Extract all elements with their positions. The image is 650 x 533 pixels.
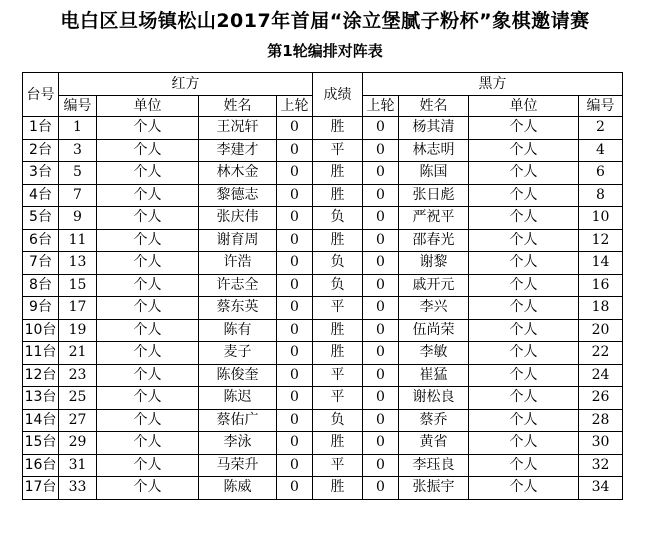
table-cell-red-unit: 个人 [97,297,199,320]
table-cell-board: 1台 [23,117,59,140]
table-row [23,162,623,185]
table-cell-red-name: 陈威 [199,477,277,500]
table-cell-black-number: 16 [579,274,623,297]
table-cell-black-name: 谢松良 [399,387,469,410]
table-cell-black-number: 20 [579,319,623,342]
table-cell-red-prev: 0 [277,229,313,252]
table-cell-black-prev: 0 [363,454,399,477]
table-cell-red-unit: 个人 [97,117,199,140]
table-cell-board: 5台 [23,207,59,230]
page-subtitle: 第1轮编排对阵表 [267,42,383,60]
table-cell-red-name: 陈有 [199,319,277,342]
table-cell-black-name: 戚开元 [399,274,469,297]
table-cell-result: 负 [313,207,363,230]
table-cell-black-prev: 0 [363,432,399,455]
table-cell-red-number: 31 [59,454,97,477]
table-row [23,454,623,477]
table-cell-black-number: 34 [579,477,623,500]
table-cell-result: 胜 [313,229,363,252]
table-cell-red-unit: 个人 [97,162,199,185]
header-red-prev: 上轮 [277,96,313,117]
table-cell-red-prev: 0 [277,139,313,162]
table-cell-red-name: 林木金 [199,162,277,185]
table-cell-board: 13台 [23,387,59,410]
table-cell-red-unit: 个人 [97,477,199,500]
table-cell-black-unit: 个人 [469,387,579,410]
table-cell-red-number: 21 [59,342,97,365]
table-cell-result: 平 [313,364,363,387]
table-cell-red-name: 李泳 [199,432,277,455]
table-cell-board: 9台 [23,297,59,320]
table-cell-red-unit: 个人 [97,387,199,410]
header-row-top [23,73,623,96]
table-cell-red-unit: 个人 [97,409,199,432]
table-cell-black-unit: 个人 [469,297,579,320]
table-cell-board: 10台 [23,319,59,342]
table-cell-red-number: 3 [59,139,97,162]
table-cell-board: 14台 [23,409,59,432]
table-cell-red-number: 9 [59,207,97,230]
table-cell-red-name: 麦子 [199,342,277,365]
table-row [23,274,623,297]
table-cell-result: 胜 [313,477,363,500]
table-cell-red-prev: 0 [277,477,313,500]
table-cell-black-prev: 0 [363,207,399,230]
table-cell-black-name: 邵春光 [399,229,469,252]
table-cell-black-number: 4 [579,139,623,162]
header-red-name: 姓名 [199,96,277,117]
table-cell-red-name: 陈迟 [199,387,277,410]
table-cell-black-prev: 0 [363,162,399,185]
table-cell-black-name: 严祝平 [399,207,469,230]
pairing-table [22,72,623,500]
table-cell-red-prev: 0 [277,454,313,477]
page-title: 电白区旦场镇松山2017年首届“涂立堡腻子粉杯”象棋邀请赛 [60,10,590,32]
table-cell-red-unit: 个人 [97,184,199,207]
table-cell-black-number: 22 [579,342,623,365]
table-row [23,387,623,410]
table-cell-red-prev: 0 [277,162,313,185]
table-cell-red-number: 19 [59,319,97,342]
table-cell-red-prev: 0 [277,387,313,410]
table-cell-red-number: 23 [59,364,97,387]
table-cell-red-name: 马荣升 [199,454,277,477]
table-cell-black-prev: 0 [363,342,399,365]
table-row [23,229,623,252]
table-cell-black-name: 张日彪 [399,184,469,207]
table-cell-result: 平 [313,454,363,477]
table-cell-board: 4台 [23,184,59,207]
table-cell-black-name: 李珏良 [399,454,469,477]
header-red-unit: 单位 [97,96,199,117]
table-cell-red-number: 25 [59,387,97,410]
table-cell-red-prev: 0 [277,409,313,432]
header-red: 红方 [59,73,313,96]
table-cell-result: 平 [313,387,363,410]
table-cell-red-prev: 0 [277,364,313,387]
pairing-table-body [23,73,623,500]
table-cell-black-prev: 0 [363,319,399,342]
table-cell-result: 胜 [313,162,363,185]
table-cell-red-unit: 个人 [97,139,199,162]
table-row [23,432,623,455]
table-cell-red-prev: 0 [277,432,313,455]
table-cell-black-unit: 个人 [469,342,579,365]
table-row [23,139,623,162]
table-cell-result: 平 [313,139,363,162]
table-cell-red-name: 蔡东英 [199,297,277,320]
table-cell-black-prev: 0 [363,297,399,320]
table-cell-black-name: 李兴 [399,297,469,320]
table-cell-black-prev: 0 [363,139,399,162]
table-cell-black-prev: 0 [363,117,399,140]
table-cell-black-prev: 0 [363,364,399,387]
table-row [23,409,623,432]
table-cell-red-number: 33 [59,477,97,500]
table-cell-red-prev: 0 [277,252,313,275]
table-cell-black-name: 林志明 [399,139,469,162]
table-cell-result: 负 [313,252,363,275]
table-cell-black-unit: 个人 [469,252,579,275]
table-cell-result: 胜 [313,432,363,455]
table-cell-black-number: 24 [579,364,623,387]
header-black-number: 编号 [579,96,623,117]
table-row [23,207,623,230]
table-cell-red-prev: 0 [277,207,313,230]
table-cell-red-prev: 0 [277,117,313,140]
table-cell-black-number: 32 [579,454,623,477]
table-cell-red-name: 陈俊奎 [199,364,277,387]
table-cell-result: 胜 [313,342,363,365]
table-row [23,184,623,207]
table-cell-black-unit: 个人 [469,274,579,297]
table-cell-black-prev: 0 [363,229,399,252]
table-cell-black-prev: 0 [363,387,399,410]
table-cell-board: 16台 [23,454,59,477]
table-cell-board: 7台 [23,252,59,275]
table-cell-black-name: 黄省 [399,432,469,455]
table-cell-black-unit: 个人 [469,184,579,207]
table-cell-red-name: 张庆伟 [199,207,277,230]
table-cell-black-number: 30 [579,432,623,455]
table-cell-red-number: 15 [59,274,97,297]
table-cell-board: 15台 [23,432,59,455]
table-cell-red-prev: 0 [277,297,313,320]
table-cell-red-number: 5 [59,162,97,185]
table-row [23,297,623,320]
table-cell-red-name: 李建才 [199,139,277,162]
table-cell-black-unit: 个人 [469,117,579,140]
table-row [23,364,623,387]
table-cell-red-unit: 个人 [97,454,199,477]
table-row [23,342,623,365]
table-cell-black-name: 张振宇 [399,477,469,500]
table-cell-red-name: 蔡佑广 [199,409,277,432]
header-black-prev: 上轮 [363,96,399,117]
table-cell-red-name: 许志全 [199,274,277,297]
table-cell-black-unit: 个人 [469,432,579,455]
table-cell-board: 2台 [23,139,59,162]
table-cell-result: 胜 [313,319,363,342]
table-cell-black-unit: 个人 [469,229,579,252]
table-cell-result: 负 [313,274,363,297]
table-cell-result: 胜 [313,184,363,207]
table-cell-black-name: 杨其清 [399,117,469,140]
table-cell-black-unit: 个人 [469,319,579,342]
table-cell-red-prev: 0 [277,184,313,207]
table-cell-black-number: 12 [579,229,623,252]
table-cell-red-name: 王况轩 [199,117,277,140]
table-cell-black-name: 伍尚荣 [399,319,469,342]
header-result: 成绩 [313,73,363,117]
table-cell-black-unit: 个人 [469,162,579,185]
table-cell-board: 12台 [23,364,59,387]
table-cell-black-name: 崔猛 [399,364,469,387]
table-cell-black-number: 6 [579,162,623,185]
table-cell-red-unit: 个人 [97,229,199,252]
table-cell-board: 6台 [23,229,59,252]
table-cell-black-prev: 0 [363,274,399,297]
table-cell-black-unit: 个人 [469,477,579,500]
table-cell-red-unit: 个人 [97,207,199,230]
header-black: 黑方 [363,73,623,96]
header-board: 台号 [23,73,59,117]
table-cell-black-name: 蔡乔 [399,409,469,432]
table-cell-black-prev: 0 [363,184,399,207]
table-cell-red-unit: 个人 [97,342,199,365]
table-row [23,319,623,342]
table-cell-black-unit: 个人 [469,454,579,477]
table-cell-black-prev: 0 [363,252,399,275]
table-cell-result: 胜 [313,117,363,140]
table-cell-red-number: 29 [59,432,97,455]
table-cell-result: 负 [313,409,363,432]
table-cell-black-number: 28 [579,409,623,432]
header-red-number: 编号 [59,96,97,117]
table-cell-black-prev: 0 [363,477,399,500]
table-cell-black-unit: 个人 [469,364,579,387]
table-cell-black-name: 谢黎 [399,252,469,275]
header-black-unit: 单位 [469,96,579,117]
table-cell-black-number: 8 [579,184,623,207]
table-cell-board: 8台 [23,274,59,297]
table-row [23,477,623,500]
table-cell-board: 3台 [23,162,59,185]
table-row [23,252,623,275]
table-cell-red-name: 谢育周 [199,229,277,252]
table-cell-red-number: 13 [59,252,97,275]
table-cell-red-prev: 0 [277,319,313,342]
table-cell-red-number: 17 [59,297,97,320]
table-cell-red-unit: 个人 [97,274,199,297]
table-cell-result: 平 [313,297,363,320]
table-cell-red-name: 许浩 [199,252,277,275]
table-cell-black-prev: 0 [363,409,399,432]
table-cell-black-number: 18 [579,297,623,320]
header-black-name: 姓名 [399,96,469,117]
table-cell-black-number: 2 [579,117,623,140]
table-cell-red-prev: 0 [277,274,313,297]
table-cell-black-unit: 个人 [469,409,579,432]
table-cell-board: 17台 [23,477,59,500]
table-cell-black-number: 10 [579,207,623,230]
table-cell-black-unit: 个人 [469,139,579,162]
table-cell-red-number: 27 [59,409,97,432]
table-cell-red-number: 7 [59,184,97,207]
table-row [23,117,623,140]
table-cell-red-unit: 个人 [97,432,199,455]
table-cell-board: 11台 [23,342,59,365]
table-cell-red-unit: 个人 [97,252,199,275]
table-cell-black-name: 李敏 [399,342,469,365]
table-cell-black-unit: 个人 [469,207,579,230]
table-cell-red-unit: 个人 [97,364,199,387]
table-cell-red-number: 1 [59,117,97,140]
table-cell-red-prev: 0 [277,342,313,365]
table-cell-black-name: 陈国 [399,162,469,185]
table-cell-black-number: 26 [579,387,623,410]
table-cell-red-name: 黎德志 [199,184,277,207]
table-cell-red-unit: 个人 [97,319,199,342]
table-cell-red-number: 11 [59,229,97,252]
table-cell-black-number: 14 [579,252,623,275]
